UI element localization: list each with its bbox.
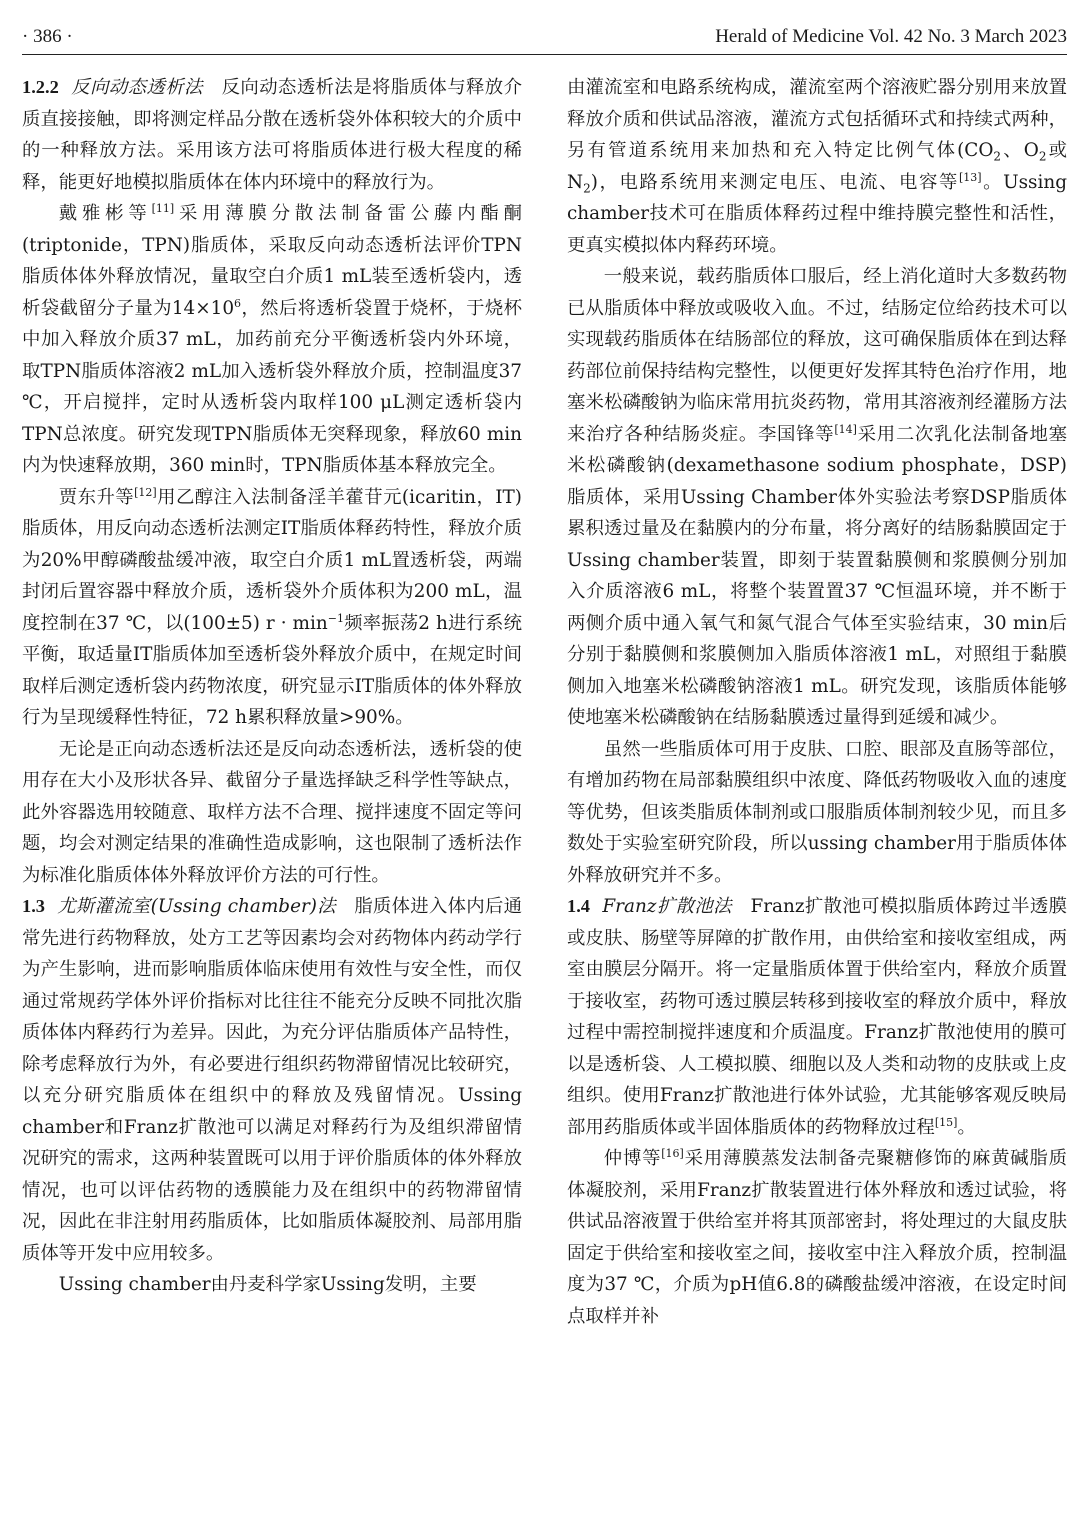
paragraph-jia [22,482,522,734]
paragraph-ussing-continued [567,72,1067,261]
paragraph-text: 贾东升等 [58,486,135,508]
paragraph-ussing-intro: Ussing chamber由丹麦科学家Ussing发明，主要 [58,1274,477,1295]
section-body: 脂质体进入体内后通常先进行药物释放，处方工艺等因素均会对药物体内药动学行为产生影响，进而影响脂质体临床使用有效性与安全性，而仅通过常规药学体外评价指标对比往往不能充分反映不同批次脂质体体内释药行为差异。因此，为充分评估脂质体产品特性，除考虑释放行为外，有必要进行组织药物滞留情况比较研究，以充分研究脂质体在组织中的释放及残留情况。Ussing chamber和Franz扩散池可以满足对释药行为及组织滞留情况研究的需求，这两种装置既可以用于评价脂质体的体外释放情况，也可以评估药物的透膜能力及在组织中的药物滞留情况，因此在非注射用药脂质体，比如脂质体凝胶剂、局部用脂质体等开发中应用较多。 [22,896,522,1264]
paragraph-text: 由灌流室和电路系统构成，灌流室两个溶液贮器分别用来放置释放介质和供试品溶液，灌流方式包括循环式和持续式两种，另有管道系统用来加热和充入特定比例气体(CO [567,77,1067,161]
paragraph-text: 或N [567,140,1067,193]
paragraph-text: 一般来说，载药脂质体口服后，经上消化道时大多数药物已从脂质体中释放或吸收入血。不过，结肠定位给药技术可以实现载药脂质体在结肠部位的释放，这可确保脂质体在到达释药部位前保持结构完整性，以便更好发挥其特色治疗作用，地塞米松磷酸钠为临床常用抗炎药物，常用其溶液剂经灌肠方法来治疗各种结肠炎症。李国锋等 [567,266,1067,445]
superscript: −1 [327,611,344,625]
paragraph-text: 、O [1001,140,1039,161]
paragraph-dai [22,198,522,482]
citation-ref: [14] [834,422,857,436]
superscript: 6 [234,296,242,310]
citation-ref: [12] [134,485,157,499]
section-title: 尤斯灌流室(Ussing chamber)法 [57,896,336,917]
paragraph-text: 。Ussing chamber技术可在脂质体释药过程中维持膜完整性和活性，更真实模拟体内释药环境。 [567,171,1067,256]
paragraph-text: ，然后将透析袋置于烧杯，于烧杯中加入释放介质37 mL，加药前充分平衡透析袋内外环境，取TPN脂质体溶液2 mL加入透析袋外释放介质，控制温度37 ℃，开启搅拌，定时从透析袋内取样100 μL测定透析袋内TPN总浓度。研究发现TPN脂质体无突释现象，释放60 min内为快速释放期，360 min时，TPN脂质体基本释放完全。 [22,297,522,476]
right-column [567,72,1067,1332]
paragraph-text: 采用二次乳化法制备地塞米松磷酸钠(dexamethasone sodium phosphate，DSP)脂质体，采用Ussing Chamber体外实验法考察DSP脂质体累积透过量及在黏膜内的分布量，将分离好的结肠黏膜固定于Ussing chamber装置，即刻于装置黏膜侧和浆膜侧分别加入介质溶液6 mL，将整个装置置37 ℃恒温环境，并不断于两侧介质中通入氧气和氮气混合气体至实验结束，30 min后分别于黏膜侧和浆膜侧加入脂质体溶液1 mL，对照组于黏膜侧加入地塞米松磷酸钠溶液1 mL。研究发现，该脂质体能够使地塞米松磷酸钠在结肠黏膜透过量得到延缓和减少。 [567,423,1067,728]
section-1-3 [22,891,522,1269]
citation-ref: [15] [934,1115,958,1129]
section-title: 反向动态透析法 [71,77,203,98]
subscript: 2 [993,149,1002,164]
subscript: 2 [1038,149,1047,164]
section-body: 反向动态透析法是将脂质体与释放介质直接接触，即将测定样品分散在透析袋外体积较大的介质中的一种释放方法。采用该方法可将脂质体进行极大程度的稀释，能更好地模拟脂质体在体内环境中的释放行为。 [22,77,522,193]
paragraph-limitations: 虽然一些脂质体可用于皮肤、口腔、眼部及直肠等部位，有增加药物在局部黏膜组织中浓度、降低药物吸收入血的速度等优势，但该类脂质体制剂或口服脂质体制剂较少见，而且多数处于实验室研究阶段，所以ussing chamber用于脂质体体外释放研究并不多。 [567,738,1067,886]
paragraph-text: 。 [957,1116,976,1138]
paragraph-li [567,261,1067,734]
section-number: 1.4 [567,896,590,916]
section-1-2-2 [22,72,522,198]
paragraph-text: 戴雅彬等 [58,203,152,224]
citation-ref: [13] [958,170,982,184]
paragraph-text: 采用薄膜分散法制备雷公藤内酯酮(triptonide，TPN)脂质体，采取反向动态透析法评价TPN脂质体体外释放情况，量取空白介质1 mL装至透析袋内，透析袋截留分子量为14×10 [22,203,522,319]
running-header [22,18,1067,55]
paragraph-text: 采用薄膜蒸发法制备壳聚糖修饰的麻黄碱脂质体凝胶剂，采用Franz扩散装置进行体外释放和透过试验，将供试品溶液置于供给室并将其顶部密封，将处理过的大鼠皮肤固定于供给室和接收室之间，接收室中注入释放介质，控制温度为37 ℃，介质为pH值6.8的磷酸盐缓冲溶液，在设定时间点取样并补 [567,1148,1067,1327]
page-number: · 386 · [22,26,73,47]
citation-ref: [16] [661,1146,684,1160]
section-number: 1.3 [22,896,45,916]
section-body: Franz扩散池可模拟脂质体跨过半透膜或皮肤、肠壁等屏障的扩散作用，由供给室和接收室组成，两室由膜层分隔开。将一定量脂质体置于供给室内，释放介质置于接收室，药物可透过膜层转移到接收室的释放介质中，释放过程中需控制搅拌速度和介质温度。Franz扩散池使用的膜可以是透析袋、人工模拟膜、细胞以及人类和动物的皮肤或上皮组织。使用Franz扩散池进行体外试验，尤其能够客观反映局部用药脂质体或半固体脂质体的药物释放过程 [567,896,1067,1138]
paragraph-zhong [567,1143,1067,1332]
section-title: Franz扩散池法 [602,896,732,917]
section-1-4 [567,891,1067,1143]
journal-citation: Herald of Medicine Vol. 42 No. 3 March 2023 [715,26,1067,47]
paragraph-text: 用乙醇注入法制备淫羊藿苷元(icaritin，IT)脂质体，用反向动态透析法测定IT脂质体释药特性，释放介质为20%甲醇磷酸盐缓冲液，取空白介质1 mL置透析袋，两端封闭后置容器中释放介质，透析袋外介质体积为200 mL，温度控制在37 ℃，以(100±5) r · min [22,486,522,634]
section-number: 1.2.2 [22,77,59,97]
paragraph-text: 频率振荡2 h进行系统平衡，取适量IT脂质体加至透析袋外释放介质中，在规定时间取样后测定透析袋内药物浓度，研究显示IT脂质体的体外释放行为呈现缓释性特征，72 h累积释放量>90%。 [22,612,522,728]
subscript: 2 [583,181,591,196]
paragraph-summary: 无论是正向动态透析法还是反向动态透析法，透析袋的使用存在大小及形状各异、截留分子量选择缺乏科学性等缺点，此外容器选用较随意、取样方法不合理、搅拌速度不固定等问题，均会对测定结果的准确性造成影响，这也限制了透析法作为标准化脂质体体外释放评价方法的可行性。 [22,738,522,886]
paragraph-text: 仲博等 [603,1148,662,1169]
paragraph-text: )，电路系统用来测定电压、电流、电容等 [590,171,959,193]
citation-ref: [11] [151,201,175,215]
left-column [22,72,522,1301]
